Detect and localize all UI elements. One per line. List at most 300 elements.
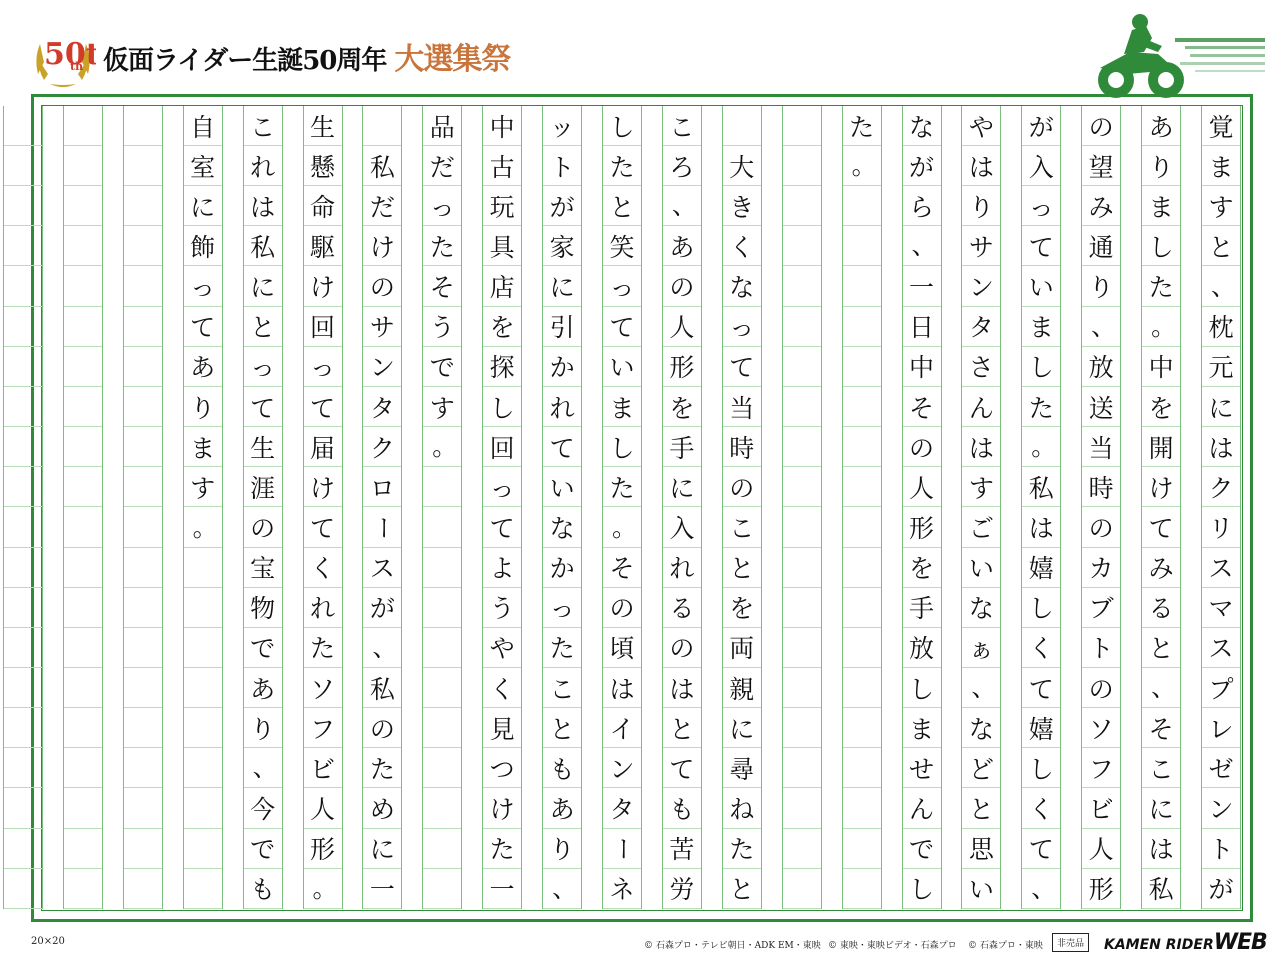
grid-cell xyxy=(184,668,222,708)
grid-cell: た xyxy=(1142,267,1180,307)
grid-cell: ッ xyxy=(543,106,581,146)
grid-cell: い xyxy=(603,347,641,387)
grid-cell xyxy=(783,427,821,467)
grid-cell: ス xyxy=(1202,628,1240,668)
grid-cell: 苦 xyxy=(663,829,701,869)
grid-cell: を xyxy=(1142,387,1180,427)
grid-cell: て xyxy=(483,508,521,548)
grid-cell: の xyxy=(1082,106,1120,146)
grid-cell xyxy=(4,668,42,708)
grid-cell: 。 xyxy=(1142,307,1180,347)
grid-cell: 生 xyxy=(244,427,282,467)
grid-column xyxy=(902,106,942,909)
grid-cell: 引 xyxy=(543,307,581,347)
grid-cell: 元 xyxy=(1202,347,1240,387)
grid-cell: し xyxy=(1022,347,1060,387)
grid-cell: と xyxy=(962,789,1000,829)
grid-cell: て xyxy=(1022,668,1060,708)
grid-cell: て xyxy=(304,508,342,548)
grid-cell xyxy=(4,829,42,869)
grid-cell xyxy=(783,708,821,748)
grid-cell: す xyxy=(1202,186,1240,226)
grid-cell xyxy=(124,668,162,708)
grid-cell xyxy=(423,588,461,628)
grid-cell: 今 xyxy=(244,789,282,829)
grid-cell: だ xyxy=(363,186,401,226)
grid-cell: も xyxy=(244,869,282,909)
grid-cell: そ xyxy=(603,548,641,588)
grid-cell xyxy=(4,106,42,146)
grid-cell: て xyxy=(603,307,641,347)
grid-cell xyxy=(783,186,821,226)
grid-cell: ト xyxy=(543,146,581,186)
grid-cell: 中 xyxy=(903,347,941,387)
grid-cell: 望 xyxy=(1082,146,1120,186)
grid-cell: れ xyxy=(543,387,581,427)
grid-cell: 放 xyxy=(903,628,941,668)
grid-column xyxy=(303,106,343,909)
grid-cell: を xyxy=(723,588,761,628)
grid-cell: サ xyxy=(363,307,401,347)
grid-cell: す xyxy=(962,467,1000,507)
grid-cell: が xyxy=(543,186,581,226)
grid-cell: も xyxy=(663,789,701,829)
grid-cell: カ xyxy=(1082,548,1120,588)
grid-cell: ゼ xyxy=(1202,748,1240,788)
grid-cell xyxy=(783,628,821,668)
grid-cell: ク xyxy=(1202,467,1240,507)
grid-cell: し xyxy=(603,106,641,146)
grid-size-label: 20×20 xyxy=(31,936,65,947)
grid-cell: に xyxy=(244,267,282,307)
header xyxy=(0,0,1280,92)
grid-cell xyxy=(64,307,102,347)
grid-cell xyxy=(363,106,401,146)
logo-small-text: KAMEN RIDER xyxy=(1104,937,1214,953)
grid-cell xyxy=(184,789,222,829)
grid-cell: ん xyxy=(903,789,941,829)
grid-cell: て xyxy=(184,307,222,347)
grid-cell: 労 xyxy=(663,869,701,909)
grid-cell xyxy=(843,387,881,427)
grid-cell: ま xyxy=(1142,186,1180,226)
grid-cell: て xyxy=(1022,226,1060,266)
grid-cell: ぁ xyxy=(962,628,1000,668)
grid-cell: ま xyxy=(184,427,222,467)
grid-cell: り xyxy=(543,829,581,869)
grid-cell: ブ xyxy=(1082,588,1120,628)
anniversary-emblem-icon xyxy=(30,24,96,90)
grid-cell xyxy=(843,869,881,909)
grid-cell xyxy=(124,829,162,869)
grid-cell: に xyxy=(184,186,222,226)
grid-cell xyxy=(843,829,881,869)
grid-cell: す xyxy=(423,387,461,427)
grid-cell xyxy=(843,226,881,266)
grid-cell xyxy=(64,146,102,186)
grid-cell: と xyxy=(1202,226,1240,266)
grid-cell: ソ xyxy=(1082,708,1120,748)
grid-column xyxy=(842,106,882,909)
grid-cell: し xyxy=(1022,748,1060,788)
grid-cell: て xyxy=(1142,508,1180,548)
grid-cell xyxy=(423,869,461,909)
grid-cell: 当 xyxy=(1082,427,1120,467)
grid-cell xyxy=(4,588,42,628)
grid-cell: そ xyxy=(1142,708,1180,748)
grid-cell: 家 xyxy=(543,226,581,266)
grid-cell: 私 xyxy=(363,668,401,708)
grid-cell: 入 xyxy=(1022,146,1060,186)
grid-cell: 中 xyxy=(483,106,521,146)
grid-cell xyxy=(124,186,162,226)
grid-cell: 日 xyxy=(903,307,941,347)
grid-cell xyxy=(783,789,821,829)
grid-cell xyxy=(124,427,162,467)
grid-cell: こ xyxy=(1142,748,1180,788)
grid-cell xyxy=(783,588,821,628)
grid-cell xyxy=(124,267,162,307)
grid-cell: タ xyxy=(363,387,401,427)
grid-cell: れ xyxy=(244,146,282,186)
grid-cell: い xyxy=(962,548,1000,588)
grid-cell: す xyxy=(184,467,222,507)
grid-cell: 、 xyxy=(1202,267,1240,307)
grid-cell xyxy=(64,226,102,266)
grid-cell xyxy=(64,588,102,628)
grid-cell: っ xyxy=(423,186,461,226)
grid-cell: あ xyxy=(543,789,581,829)
grid-cell: 入 xyxy=(663,508,701,548)
grid-cell xyxy=(4,508,42,548)
grid-cell: っ xyxy=(184,267,222,307)
svg-text:th: th xyxy=(70,60,84,73)
grid-cell: と xyxy=(603,186,641,226)
grid-cell: 形 xyxy=(1082,869,1120,909)
grid-cell xyxy=(783,748,821,788)
manuscript-grid xyxy=(41,105,1243,911)
grid-cell xyxy=(4,628,42,668)
grid-cell xyxy=(64,106,102,146)
grid-column xyxy=(1201,106,1241,909)
grid-cell xyxy=(124,789,162,829)
grid-cell: に xyxy=(1202,387,1240,427)
grid-cell xyxy=(843,347,881,387)
grid-cell: 、 xyxy=(962,668,1000,708)
grid-column xyxy=(662,106,702,909)
grid-cell: ま xyxy=(1202,146,1240,186)
grid-cell xyxy=(783,106,821,146)
grid-cell: 通 xyxy=(1082,226,1120,266)
grid-cell: ー xyxy=(363,508,401,548)
grid-cell: ネ xyxy=(603,869,641,909)
grid-cell: 。 xyxy=(423,427,461,467)
grid-cell: き xyxy=(723,186,761,226)
grid-cell: 頃 xyxy=(603,628,641,668)
grid-cell: マ xyxy=(1202,588,1240,628)
grid-cell: も xyxy=(543,748,581,788)
grid-cell: ら xyxy=(903,186,941,226)
grid-cell: し xyxy=(1022,588,1060,628)
grid-cell: あ xyxy=(244,668,282,708)
grid-cell: ト xyxy=(1202,829,1240,869)
grid-column xyxy=(362,106,402,909)
grid-cell: 、 xyxy=(363,628,401,668)
grid-column xyxy=(123,106,163,909)
grid-cell: プ xyxy=(1202,668,1240,708)
grid-cell xyxy=(124,146,162,186)
grid-cell xyxy=(843,789,881,829)
grid-cell: を xyxy=(663,387,701,427)
grid-cell xyxy=(423,467,461,507)
grid-cell: 覚 xyxy=(1202,106,1240,146)
grid-cell xyxy=(4,708,42,748)
grid-cell: と xyxy=(1142,628,1180,668)
grid-cell xyxy=(4,186,42,226)
manuscript-paper xyxy=(31,94,1253,922)
grid-column xyxy=(1141,106,1181,909)
grid-cell: か xyxy=(543,347,581,387)
grid-column xyxy=(961,106,1001,909)
grid-cell: し xyxy=(903,668,941,708)
grid-cell: 、 xyxy=(903,226,941,266)
grid-cell: と xyxy=(723,548,761,588)
grid-cell: 親 xyxy=(723,668,761,708)
grid-cell: 手 xyxy=(663,427,701,467)
grid-cell: 店 xyxy=(483,267,521,307)
grid-cell: の xyxy=(244,508,282,548)
grid-cell: 私 xyxy=(363,146,401,186)
grid-cell xyxy=(64,267,102,307)
grid-cell: 。 xyxy=(1022,427,1060,467)
kamen-rider-web-logo xyxy=(1104,930,1267,955)
grid-cell: こ xyxy=(244,106,282,146)
grid-cell: 物 xyxy=(244,588,282,628)
grid-cell: ま xyxy=(903,708,941,748)
grid-cell: ま xyxy=(1022,307,1060,347)
grid-cell: に xyxy=(1142,789,1180,829)
grid-cell xyxy=(723,106,761,146)
grid-cell xyxy=(783,146,821,186)
grid-cell xyxy=(64,789,102,829)
grid-cell: ど xyxy=(962,748,1000,788)
grid-cell xyxy=(843,467,881,507)
grid-cell: か xyxy=(543,548,581,588)
grid-cell xyxy=(124,869,162,909)
grid-cell xyxy=(783,668,821,708)
grid-cell xyxy=(783,267,821,307)
grid-cell: み xyxy=(1142,548,1180,588)
emblem-50-text: 50t xyxy=(44,37,96,72)
grid-column xyxy=(1021,106,1061,909)
grid-cell: 。 xyxy=(184,508,222,548)
grid-cell: っ xyxy=(304,347,342,387)
grid-cell: 嬉 xyxy=(1022,708,1060,748)
grid-cell: な xyxy=(723,267,761,307)
grid-cell xyxy=(184,548,222,588)
grid-cell: 私 xyxy=(244,226,282,266)
grid-cell xyxy=(124,588,162,628)
grid-cell xyxy=(124,708,162,748)
grid-cell: 人 xyxy=(903,467,941,507)
grid-cell xyxy=(4,387,42,427)
grid-cell: 開 xyxy=(1142,427,1180,467)
grid-cell: さ xyxy=(962,347,1000,387)
grid-cell xyxy=(783,548,821,588)
logo-big-text: WEB xyxy=(1213,930,1267,955)
grid-cell xyxy=(124,628,162,668)
grid-cell: れ xyxy=(663,548,701,588)
grid-cell: た xyxy=(1022,387,1060,427)
grid-cell xyxy=(4,869,42,909)
grid-column xyxy=(602,106,642,909)
grid-cell: を xyxy=(903,548,941,588)
grid-cell: 大 xyxy=(723,146,761,186)
grid-cell: ト xyxy=(1082,628,1120,668)
grid-cell xyxy=(64,628,102,668)
grid-cell: ご xyxy=(962,508,1000,548)
grid-cell: ろ xyxy=(663,146,701,186)
grid-cell: く xyxy=(1022,789,1060,829)
grid-cell: て xyxy=(1022,829,1060,869)
grid-cell: ン xyxy=(962,267,1000,307)
grid-cell: ス xyxy=(363,548,401,588)
grid-cell xyxy=(124,226,162,266)
grid-cell: は xyxy=(1202,427,1240,467)
grid-cell: 涯 xyxy=(244,467,282,507)
grid-cell: け xyxy=(1142,467,1180,507)
grid-cell: の xyxy=(603,588,641,628)
grid-cell: と xyxy=(723,869,761,909)
grid-cell: い xyxy=(1022,267,1060,307)
grid-cell xyxy=(124,508,162,548)
grid-cell: し xyxy=(603,427,641,467)
grid-cell: は xyxy=(1142,829,1180,869)
grid-cell: 放 xyxy=(1082,347,1120,387)
grid-cell: 、 xyxy=(244,748,282,788)
grid-cell: は xyxy=(244,186,282,226)
grid-cell: で xyxy=(423,347,461,387)
grid-cell xyxy=(124,347,162,387)
grid-cell xyxy=(64,829,102,869)
grid-cell: が xyxy=(1022,106,1060,146)
grid-cell: う xyxy=(423,307,461,347)
grid-column xyxy=(482,106,522,909)
grid-column xyxy=(422,106,462,909)
grid-column xyxy=(782,106,822,909)
grid-cell: サ xyxy=(962,226,1000,266)
grid-cell: 手 xyxy=(903,588,941,628)
grid-cell xyxy=(4,267,42,307)
grid-cell: 見 xyxy=(483,708,521,748)
grid-cell xyxy=(843,748,881,788)
grid-cell xyxy=(124,467,162,507)
grid-cell: の xyxy=(1082,508,1120,548)
grid-cell xyxy=(423,508,461,548)
grid-cell: 、 xyxy=(1142,668,1180,708)
grid-cell xyxy=(124,106,162,146)
grid-column xyxy=(243,106,283,909)
grid-cell: み xyxy=(1082,186,1120,226)
grid-cell: ン xyxy=(603,748,641,788)
grid-cell: 回 xyxy=(304,307,342,347)
grid-cell: リ xyxy=(1202,508,1240,548)
grid-cell xyxy=(124,748,162,788)
grid-cell: ん xyxy=(962,387,1000,427)
grid-cell: 一 xyxy=(363,869,401,909)
grid-cell: り xyxy=(184,387,222,427)
grid-cell xyxy=(64,387,102,427)
grid-cell: 、 xyxy=(1022,869,1060,909)
grid-cell: ビ xyxy=(1082,789,1120,829)
grid-column xyxy=(722,106,762,909)
grid-cell: を xyxy=(483,307,521,347)
grid-cell: く xyxy=(483,668,521,708)
grid-cell: た xyxy=(603,467,641,507)
grid-cell: な xyxy=(962,588,1000,628)
grid-cell xyxy=(4,748,42,788)
grid-cell: 具 xyxy=(483,226,521,266)
grid-cell: た xyxy=(423,226,461,266)
grid-cell: と xyxy=(663,708,701,748)
grid-cell: っ xyxy=(1022,186,1060,226)
grid-cell xyxy=(423,548,461,588)
grid-cell xyxy=(783,307,821,347)
grid-cell: 私 xyxy=(1022,467,1060,507)
footer xyxy=(0,928,1280,968)
copyright-2: © 東映・東映ビデオ・石森プロ xyxy=(828,941,957,951)
grid-cell xyxy=(64,869,102,909)
grid-column xyxy=(63,106,103,909)
grid-cell xyxy=(184,748,222,788)
grid-cell: ン xyxy=(1202,789,1240,829)
grid-cell: 尋 xyxy=(723,748,761,788)
grid-cell xyxy=(783,508,821,548)
grid-cell xyxy=(4,789,42,829)
grid-cell: く xyxy=(1022,628,1060,668)
grid-cell: し xyxy=(483,387,521,427)
grid-cell: ソ xyxy=(304,668,342,708)
grid-cell: 当 xyxy=(723,387,761,427)
grid-cell: が xyxy=(363,588,401,628)
grid-cell: 中 xyxy=(1142,347,1180,387)
grid-cell: こ xyxy=(723,508,761,548)
grid-cell xyxy=(64,668,102,708)
grid-cell: で xyxy=(244,829,282,869)
grid-cell: 一 xyxy=(483,869,521,909)
grid-cell: た xyxy=(843,106,881,146)
grid-cell xyxy=(64,748,102,788)
grid-cell: に xyxy=(363,829,401,869)
grid-cell: は xyxy=(603,668,641,708)
grid-cell: 回 xyxy=(483,427,521,467)
grid-cell: ス xyxy=(1202,548,1240,588)
grid-cell: い xyxy=(543,467,581,507)
grid-cell: そ xyxy=(423,267,461,307)
grid-cell: や xyxy=(962,106,1000,146)
grid-cell xyxy=(64,186,102,226)
grid-cell xyxy=(843,548,881,588)
grid-cell: だ xyxy=(423,146,461,186)
grid-cell: て xyxy=(304,387,342,427)
grid-cell xyxy=(843,508,881,548)
grid-cell: 宝 xyxy=(244,548,282,588)
grid-column xyxy=(542,106,582,909)
grid-cell: あ xyxy=(663,226,701,266)
grid-cell: て xyxy=(663,748,701,788)
grid-cell xyxy=(184,588,222,628)
grid-cell: 思 xyxy=(962,829,1000,869)
